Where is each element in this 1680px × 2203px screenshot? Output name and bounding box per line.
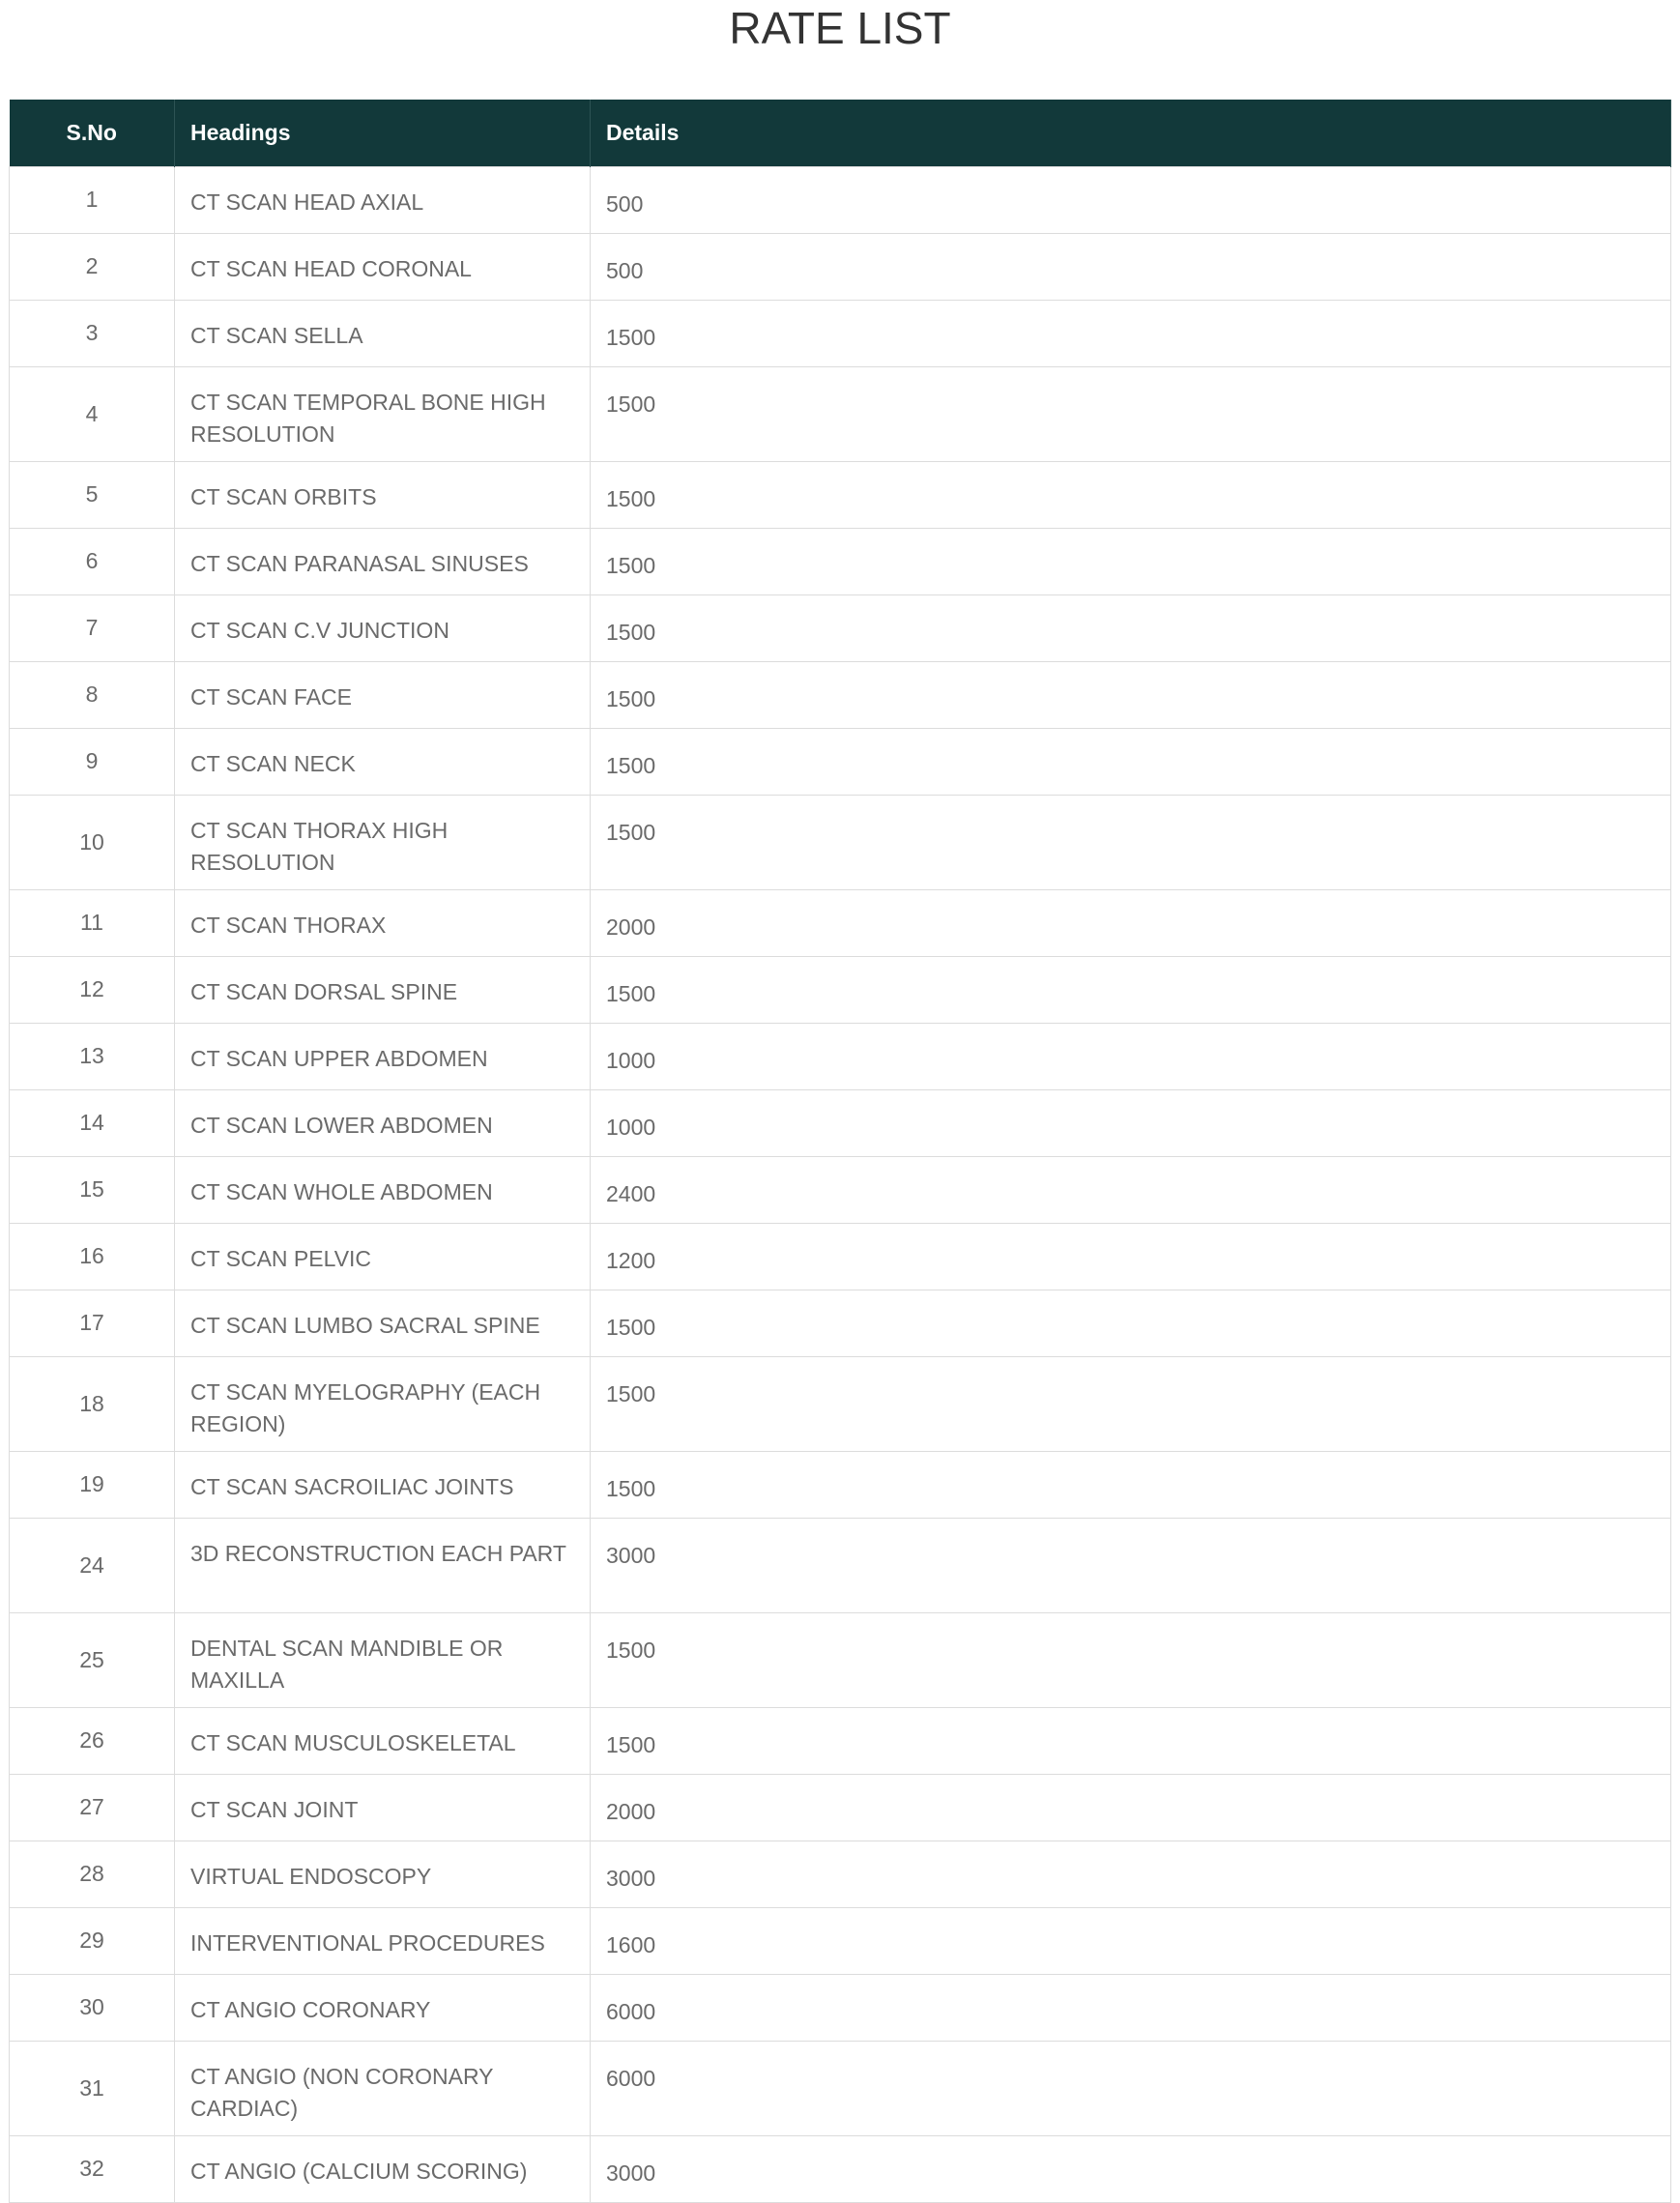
row-heading: CT SCAN HEAD AXIAL [175, 166, 591, 233]
table-row [10, 300, 1671, 366]
row-heading: CT SCAN C.V JUNCTION [175, 594, 591, 661]
table-row [10, 1451, 1671, 1518]
table-row [10, 889, 1671, 956]
table-row [10, 1518, 1671, 1612]
row-sno: 5 [10, 461, 175, 528]
row-sno: 14 [10, 1089, 175, 1156]
row-sno: 26 [10, 1707, 175, 1774]
row-details: 2400 [591, 1156, 1671, 1223]
row-heading: CT SCAN TEMPORAL BONE HIGH RESOLUTION [175, 366, 591, 461]
row-sno: 7 [10, 594, 175, 661]
row-heading: CT SCAN HEAD CORONAL [175, 233, 591, 300]
row-heading: CT SCAN SACROILIAC JOINTS [175, 1451, 591, 1518]
row-sno: 11 [10, 889, 175, 956]
column-header-details: Details [591, 100, 1671, 166]
row-sno: 17 [10, 1290, 175, 1356]
row-heading: INTERVENTIONAL PROCEDURES [175, 1907, 591, 1974]
row-heading: CT SCAN SELLA [175, 300, 591, 366]
row-heading: CT SCAN NECK [175, 728, 591, 795]
row-sno: 3 [10, 300, 175, 366]
row-sno: 30 [10, 1974, 175, 2041]
table-row [10, 1290, 1671, 1356]
row-details: 500 [591, 166, 1671, 233]
row-heading: CT SCAN UPPER ABDOMEN [175, 1023, 591, 1089]
table-row [10, 1707, 1671, 1774]
row-heading: CT SCAN ORBITS [175, 461, 591, 528]
table-row [10, 1223, 1671, 1290]
table-row [10, 1612, 1671, 1707]
table-body [10, 166, 1671, 2202]
row-details: 1500 [591, 461, 1671, 528]
row-details: 1500 [591, 1612, 1671, 1707]
table-row [10, 661, 1671, 728]
row-heading: CT ANGIO (NON CORONARY CARDIAC) [175, 2041, 591, 2135]
rate-table [9, 100, 1671, 2203]
row-heading: CT SCAN WHOLE ABDOMEN [175, 1156, 591, 1223]
row-details: 1000 [591, 1089, 1671, 1156]
row-details: 1500 [591, 594, 1671, 661]
row-sno: 12 [10, 956, 175, 1023]
row-heading: CT ANGIO (CALCIUM SCORING) [175, 2135, 591, 2202]
row-details: 1500 [591, 366, 1671, 461]
row-sno: 4 [10, 366, 175, 461]
row-details: 3000 [591, 1518, 1671, 1612]
row-details: 1500 [591, 1290, 1671, 1356]
row-details: 1200 [591, 1223, 1671, 1290]
row-details: 1500 [591, 1707, 1671, 1774]
row-sno: 1 [10, 166, 175, 233]
table-row [10, 728, 1671, 795]
row-details: 2000 [591, 889, 1671, 956]
row-heading: CT SCAN THORAX HIGH RESOLUTION [175, 795, 591, 889]
row-sno: 29 [10, 1907, 175, 1974]
row-details: 1500 [591, 661, 1671, 728]
row-details: 2000 [591, 1774, 1671, 1841]
row-heading: 3D RECONSTRUCTION EACH PART [175, 1518, 591, 1612]
table-row [10, 1023, 1671, 1089]
row-sno: 2 [10, 233, 175, 300]
row-sno: 6 [10, 528, 175, 594]
table-row [10, 461, 1671, 528]
row-details: 1500 [591, 795, 1671, 889]
table-row [10, 594, 1671, 661]
table-header [10, 100, 1671, 166]
row-heading: CT SCAN JOINT [175, 1774, 591, 1841]
row-sno: 24 [10, 1518, 175, 1612]
row-sno: 15 [10, 1156, 175, 1223]
row-heading: CT SCAN MYELOGRAPHY (EACH REGION) [175, 1356, 591, 1451]
row-heading: CT SCAN LUMBO SACRAL SPINE [175, 1290, 591, 1356]
table-row [10, 795, 1671, 889]
table-row [10, 1841, 1671, 1907]
row-heading: CT SCAN MUSCULOSKELETAL [175, 1707, 591, 1774]
row-sno: 28 [10, 1841, 175, 1907]
row-details: 1600 [591, 1907, 1671, 1974]
row-heading: DENTAL SCAN MANDIBLE OR MAXILLA [175, 1612, 591, 1707]
table-row [10, 1089, 1671, 1156]
row-heading: CT ANGIO CORONARY [175, 1974, 591, 2041]
row-details: 1500 [591, 528, 1671, 594]
row-sno: 25 [10, 1612, 175, 1707]
row-details: 1500 [591, 956, 1671, 1023]
row-details: 500 [591, 233, 1671, 300]
row-heading: CT SCAN THORAX [175, 889, 591, 956]
row-sno: 32 [10, 2135, 175, 2202]
row-details: 3000 [591, 1841, 1671, 1907]
table-row [10, 1356, 1671, 1451]
page-title: RATE LIST [729, 3, 951, 53]
column-header-sno: S.No [10, 100, 175, 166]
row-details: 6000 [591, 1974, 1671, 2041]
row-sno: 16 [10, 1223, 175, 1290]
table-row [10, 1774, 1671, 1841]
row-details: 1500 [591, 728, 1671, 795]
table-row [10, 2041, 1671, 2135]
table-row [10, 528, 1671, 594]
row-details: 1500 [591, 1451, 1671, 1518]
row-sno: 8 [10, 661, 175, 728]
column-header-headings: Headings [175, 100, 591, 166]
row-heading: CT SCAN LOWER ABDOMEN [175, 1089, 591, 1156]
table-row [10, 366, 1671, 461]
row-heading: CT SCAN FACE [175, 661, 591, 728]
table-row [10, 2135, 1671, 2202]
table-row [10, 1156, 1671, 1223]
row-sno: 13 [10, 1023, 175, 1089]
row-sno: 19 [10, 1451, 175, 1518]
row-sno: 27 [10, 1774, 175, 1841]
header-row [10, 100, 1671, 166]
table-row [10, 166, 1671, 233]
row-heading: CT SCAN PARANASAL SINUSES [175, 528, 591, 594]
row-sno: 31 [10, 2041, 175, 2135]
table-row [10, 1974, 1671, 2041]
table-row [10, 233, 1671, 300]
table-row [10, 1907, 1671, 1974]
row-heading: CT SCAN DORSAL SPINE [175, 956, 591, 1023]
row-details: 3000 [591, 2135, 1671, 2202]
row-details: 1000 [591, 1023, 1671, 1089]
row-details: 1500 [591, 300, 1671, 366]
row-details: 1500 [591, 1356, 1671, 1451]
table-row [10, 956, 1671, 1023]
row-sno: 18 [10, 1356, 175, 1451]
row-details: 6000 [591, 2041, 1671, 2135]
row-sno: 10 [10, 795, 175, 889]
row-heading: VIRTUAL ENDOSCOPY [175, 1841, 591, 1907]
row-heading: CT SCAN PELVIC [175, 1223, 591, 1290]
row-sno: 9 [10, 728, 175, 795]
